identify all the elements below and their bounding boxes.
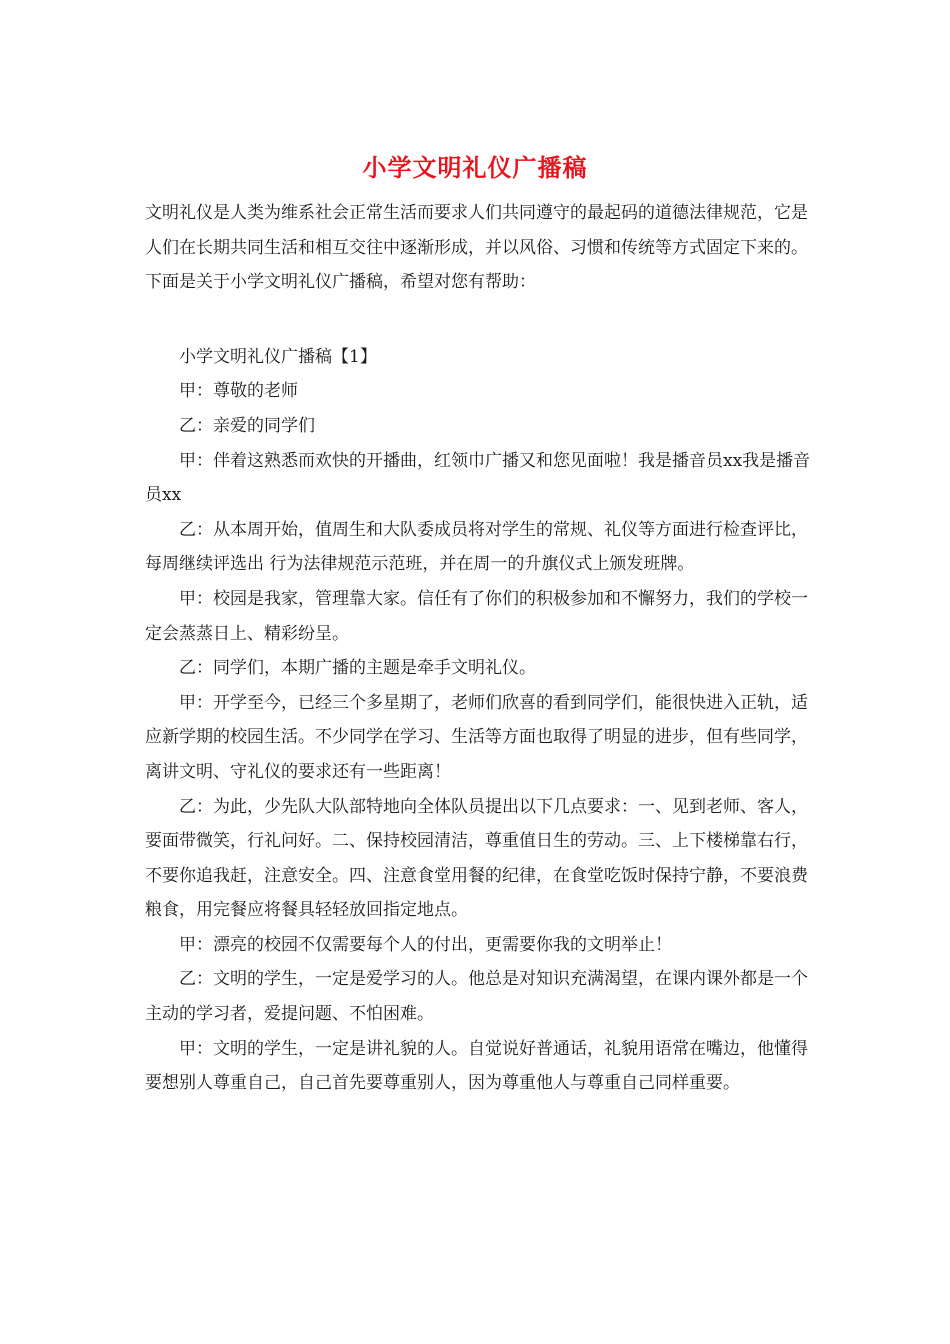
paragraph: 甲：校园是我家，管理靠大家。信任有了你们的积极参加和不懈努力，我们的学校一定会蒸蒸日上、精彩纷呈。	[145, 588, 808, 644]
paragraph: 甲：尊敬的老师	[179, 381, 298, 402]
intro-paragraph: 文明礼仪是人类为维系社会正常生活而要求人们共同遵守的最起码的道德法律规范，它是人们在长期共同生活和相互交往中逐渐形成，并以风俗、习惯和传统等方式固定下来的。下面是关于小学文明礼仪广播稿，希望对您有帮助：	[145, 203, 808, 293]
document-body	[145, 196, 815, 1101]
paragraph: 甲：开学至今，已经三个多星期了，老师们欣喜的看到同学们，能很快进入正轨，适应新学期的校园生活。不少同学在学习、生活等方面也取得了明显的进步，但有些同学，离讲文明、守礼仪的要求还有一些距离！	[145, 692, 808, 782]
paragraph: 乙：从本周开始，值周生和大队委成员将对学生的常规、礼仪等方面进行检查评比，每周继续评选出 行为法律规范示范班，并在周一的升旗仪式上颁发班牌。	[145, 519, 808, 575]
paragraph: 甲：伴着这熟悉而欢快的开播曲，红领巾广播又和您见面啦！我是播音员xx我是播音员xx	[145, 450, 811, 506]
paragraph: 乙：亲爱的同学们	[179, 415, 315, 436]
paragraph: 甲：文明的学生，一定是讲礼貌的人。自觉说好普通话，礼貌用语常在嘴边，他懂得要想别人尊重自己，自己首先要尊重别人，因为尊重他人与尊重自己同样重要。	[145, 1038, 808, 1094]
paragraph: 甲：漂亮的校园不仅需要每个人的付出，更需要你我的文明举止！	[179, 934, 672, 955]
paragraph: 乙：为此，少先队大队部特地向全体队员提出以下几点要求：一、见到老师、客人，要面带微笑，行礼问好。二、保持校园清洁，尊重值日生的劳动。三、上下楼梯靠右行，不要你追我赶，注意安全。四、注意食堂用餐的纪律，在食堂吃饭时保持宁静，不要浪费粮食，用完餐应将餐具轻轻放回指定地点。	[145, 796, 808, 921]
page-title: 小学文明礼仪广播稿	[362, 153, 588, 182]
paragraph: 乙：文明的学生，一定是爱学习的人。他总是对知识充满渴望，在课内课外都是一个主动的学习者，爱提问题、不怕困难。	[145, 969, 808, 1025]
section-heading: 小学文明礼仪广播稿【1】	[179, 346, 377, 367]
paragraph: 乙：同学们，本期广播的主题是牵手文明礼仪。	[179, 658, 536, 679]
